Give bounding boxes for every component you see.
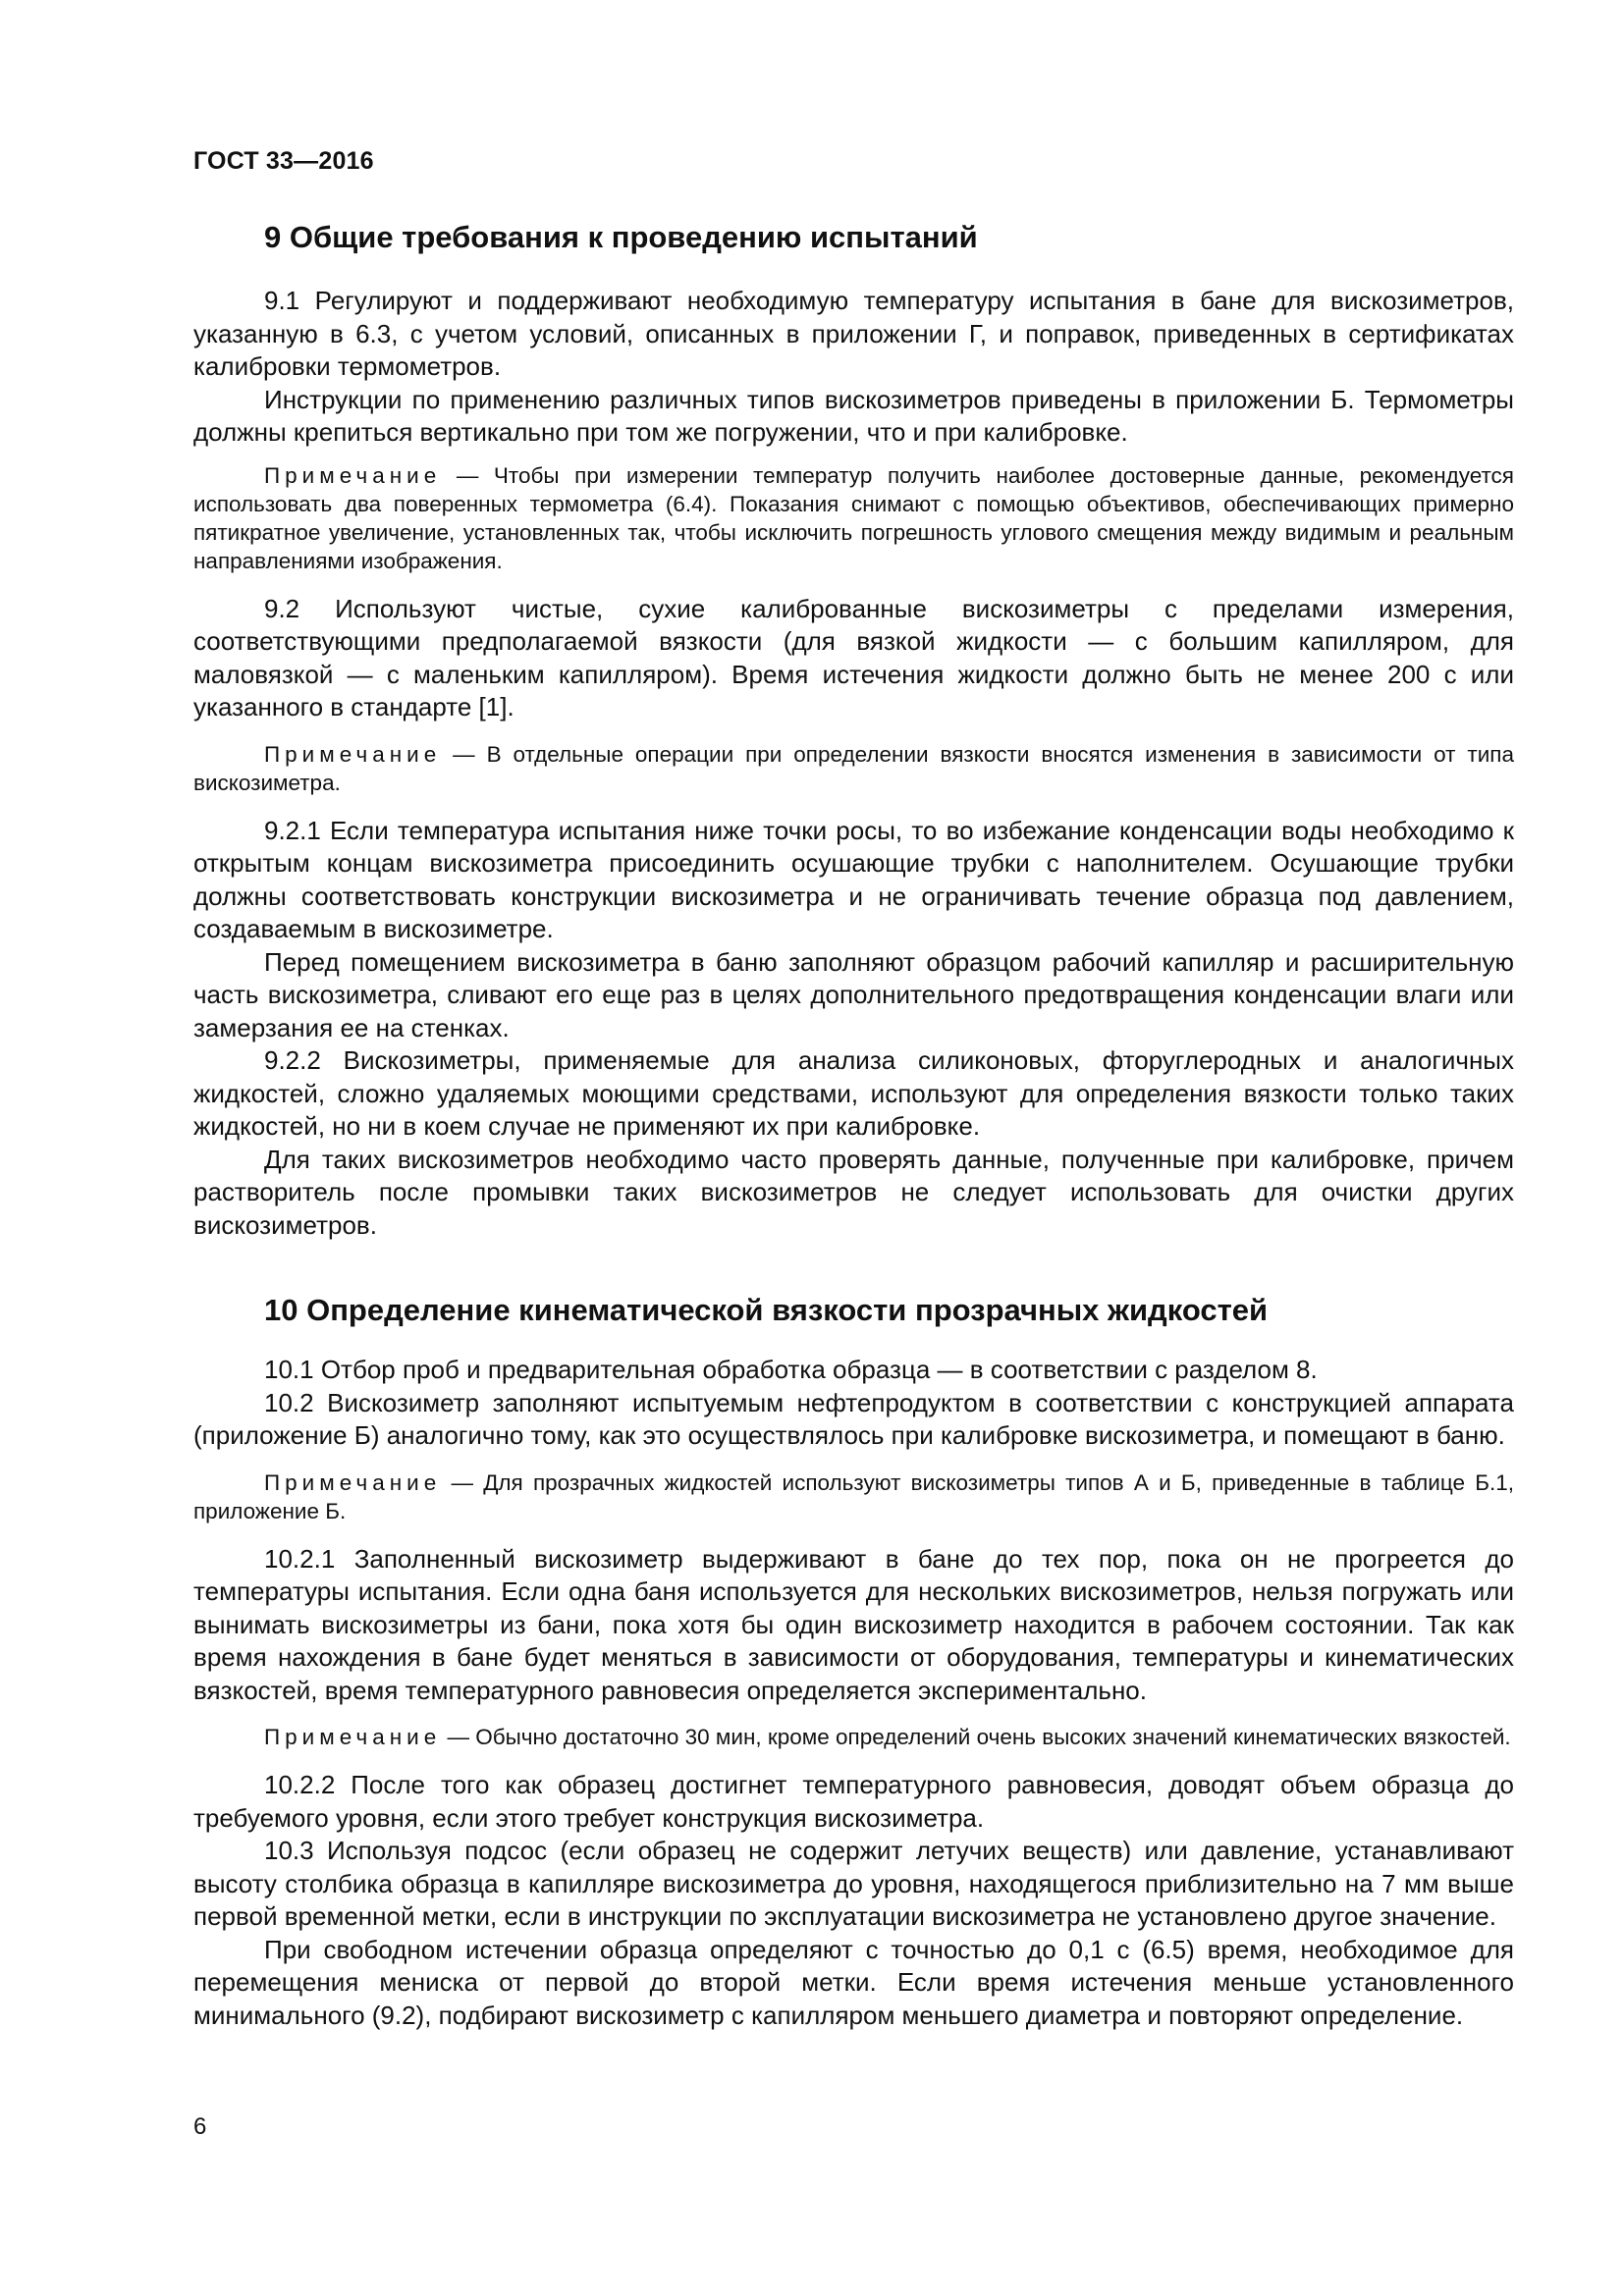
note-10-2-1 [193, 1723, 1514, 1751]
paragraph-9-2-2-continued: Для таких вискозиметров необходимо часто проверять данные, полученные при калибровке, причем растворитель после промывки таких вискозиметров не следует использовать для очистки других вискозиметров. [193, 1144, 1514, 1240]
paragraph-10-3-continued: При свободном истечении образца определяют с точностью до 0,1 с (6.5) время, необходимое для перемещения мениска от первой до второй метки. Если время истечения меньше установленного минимального (9.2), подбирают вискозиметр с капилляром меньшего диаметра и повторяют определение. [193, 1934, 1514, 2030]
paragraph-9-1: 9.1 Регулируют и поддерживают необходимую температуру испытания в бане для вискозиметров, указанную в 6.3, с учетом условий, описанных в приложении Г, и поправок, приведенных в сертификатах калибровки термометров. [193, 286, 1514, 381]
note-label: Примечание [264, 1469, 442, 1495]
note-label: Примечание [264, 1725, 442, 1749]
note-label: Примечание [264, 741, 442, 767]
paragraph-10-2-2: 10.2.2 После того как образец достигнет температурного равновесия, доводят объем образца до требуемого уровня, если этого требует конструкция вискозиметра. [193, 1770, 1514, 1833]
note-text: — Обычно достаточно 30 мин, кроме определений очень высоких значений кинематических вязкостей. [441, 1725, 1511, 1749]
paragraph-9-2: 9.2 Используют чистые, сухие калиброванные вискозиметры с пределами измерения, соответствующими предполагаемой вязкости (для вязкой жидкости — с большим капилляром, для маловязкой — с маленьким капилляром). Время истечения жидкости должно быть не менее 200 с или указанного в стандарте [1]. [193, 593, 1514, 721]
note-text: — В отдельные операции при определении вязкости вносятся изменения в зависимости от типа вискозиметра. [193, 741, 1514, 795]
note-10-2 [193, 1468, 1514, 1525]
paragraph-9-2-2: 9.2.2 Вискозиметры, применяемые для анализа силиконовых, фторуглеродных и аналогичных жидкостей, сложно удаляемых моющими средствами, используют для определения вязкости только таких жидкостей, но ни в коем случае не применяют их при калибровке. [193, 1045, 1514, 1141]
note-9-1 [193, 461, 1514, 575]
paragraph-10-2-1: 10.2.1 Заполненный вискозиметр выдерживают в бане до тех пор, пока он не прогреется до температуры испытания. Если одна баня используется для нескольких вискозиметров, нельзя погружать или вынимать вискозиметры из бани, пока хотя бы один вискозиметр находится в рабочем состоянии. Так как время нахождения в бане будет меняться в зависимости от оборудования, температуры и кинематических вязкостей, время температурного равновесия определяется экспериментально. [193, 1543, 1514, 1705]
page-number: 6 [193, 2113, 207, 2140]
paragraph-9-1-instructions: Инструкции по применению различных типов вискозиметров приведены в приложении Б. Термометры должны крепиться вертикально при том же погружении, что и при калибровке. [193, 384, 1514, 447]
section-10-title: 10 Определение кинематической вязкости прозрачных жидкостей [264, 1293, 1269, 1327]
paragraph-9-2-1: 9.2.1 Если температура испытания ниже точки росы, то во избежание конденсации воды необходимо к открытым концам вискозиметра присоединить осушающие трубки с наполнителем. Осушающие трубки должны соответствовать конструкции вискозиметра и не ограничивать течение образца под давлением, создаваемым в вискозиметре. [193, 815, 1514, 943]
note-text: — Для прозрачных жидкостей используют вискозиметры типов А и Б, приведенные в таблице Б.1, приложение Б. [193, 1469, 1514, 1523]
document-header: ГОСТ 33—2016 [193, 147, 374, 175]
note-label: Примечание [264, 462, 442, 488]
paragraph-10-1: 10.1 Отбор проб и предварительная обработка образца — в соответствии с разделом 8. [264, 1355, 1318, 1384]
paragraph-9-2-1-continued: Перед помещением вискозиметра в баню заполняют образцом рабочий капилляр и расширительную часть вискозиметра, сливают его еще раз в целях дополнительного предотвращения конденсации влаги или замерзания ее на стенках. [193, 946, 1514, 1042]
section-9-title: 9 Общие требования к проведению испытаний [264, 220, 978, 254]
paragraph-10-2: 10.2 Вискозиметр заполняют испытуемым нефтепродуктом в соответствии с конструкцией аппарата (приложение Б) аналогично тому, как это осуществлялось при калибровке вискозиметра, и помещают в баню. [193, 1387, 1514, 1450]
document-body [193, 218, 1514, 2032]
note-text: — Чтобы при измерении температур получить наиболее достоверные данные, рекомендуется использовать два поверенных термометра (6.4). Показания снимают с помощью объективов, обеспечивающих примерно пятикратное увеличение, установленных так, чтобы исключить погрешность углового смещения между видимым и реальным направлениями изображения. [193, 462, 1514, 573]
note-9-2 [193, 740, 1514, 797]
paragraph-10-3: 10.3 Используя подсос (если образец не содержит летучих веществ) или давление, устанавливают высоту столбика образца в капилляре вискозиметра до уровня, находящегося приблизительно на 7 мм выше первой временной метки, если в инструкции по эксплуатации вискозиметра не установлено другое значение. [193, 1836, 1514, 1931]
